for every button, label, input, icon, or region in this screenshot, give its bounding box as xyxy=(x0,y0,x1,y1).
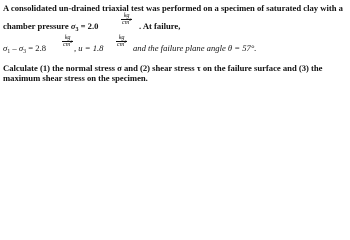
unit-numerator-2: kg xyxy=(62,35,73,42)
unit-exponent-2: 2 xyxy=(70,39,73,45)
problem-line-1: A consolidated un-drained triaxial test was performed on a specimen of saturated clay with a xyxy=(3,3,343,13)
sigma3-subscript: 3 xyxy=(75,27,79,33)
minus-sigma3: – σ xyxy=(10,43,24,53)
unit-numerator-3: kg xyxy=(116,35,127,42)
unit-denominator: cm xyxy=(122,19,130,27)
unit-fraction-3 xyxy=(116,35,127,48)
at-failure-text: . At failure, xyxy=(139,21,181,31)
sigma3-symbol: σ xyxy=(70,21,76,31)
deviator-stress-text xyxy=(3,43,46,53)
question-line-1: Calculate (1) the normal stress σ and (2) shear stress τ on the failure surface and (3) the xyxy=(3,63,323,73)
unit-numerator: kg xyxy=(121,13,132,20)
failure-plane-text: and the failure plane angle θ = 57°. xyxy=(133,43,257,53)
unit-fraction-2 xyxy=(62,35,73,48)
unit-fraction-1 xyxy=(121,13,132,26)
sigma1-subscript: 1 xyxy=(7,49,11,55)
chamber-pressure-value: = 2.0 xyxy=(80,21,99,31)
unit-exponent-3: 2 xyxy=(124,39,127,45)
chamber-pressure-label: chamber pressure xyxy=(3,21,69,31)
pore-pressure-text: , u = 1.8 xyxy=(74,43,104,53)
question-line-2: maximum shear stress on the specimen. xyxy=(3,73,148,83)
unit-denominator-2: cm xyxy=(63,41,71,49)
chamber-pressure-text xyxy=(3,21,98,31)
unit-denominator-3: cm xyxy=(117,41,125,49)
sigma3-subscript-2: 3 xyxy=(23,49,27,55)
sigma1-symbol: σ xyxy=(3,43,8,53)
unit-exponent: 2 xyxy=(129,17,132,23)
deviator-value: = 2.8 xyxy=(26,43,47,53)
